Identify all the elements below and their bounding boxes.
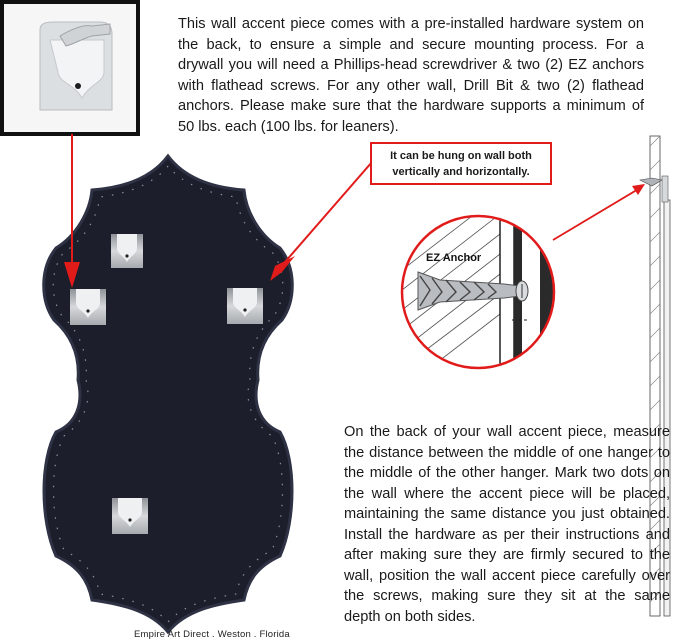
anchor-detail-circle [402, 170, 554, 380]
orientation-callout: It can be hung on wall both vertically and horizontally. [370, 142, 552, 185]
mounting-instructions: On the back of your wall accent piece, measure the distance between the middle of one hanger to the middle of the other hanger. Mark two dots on the wall where the accent piece will be placed, maintaining the same distance you just obtained. Install the hardware as per their instructions and after making sure they are firmly secured to the wall, position the wall accent piece carefully over the screws, making sure they sit at the same depth on both sides. [344, 424, 670, 625]
ez-anchor-label: EZ Anchor [426, 252, 482, 264]
footer-credit: Empire Art Direct . Weston . Florida [134, 629, 290, 640]
hanger-top-center [111, 234, 143, 268]
hanger-bottom [112, 498, 148, 534]
hanger-zoom-box [2, 2, 138, 134]
hanger-left [70, 289, 106, 325]
callout-arrow [270, 162, 372, 281]
hanger-right [227, 288, 263, 324]
mirror-back [44, 156, 293, 632]
zoom-arrow [64, 134, 80, 288]
intro-paragraph: This wall accent piece comes with a pre-installed hardware system on the back, to ensure a simple and secure mounting process. For a drywall you will need a Phillips-head screwdriver & two (2) EZ anchors with flathead screws. For any other wall, Drill Bit & two (2) flathead anchors. Please make sure that the hardware supports a minimum of 50 lbs. each (100 lbs. for leaners). [178, 16, 644, 135]
